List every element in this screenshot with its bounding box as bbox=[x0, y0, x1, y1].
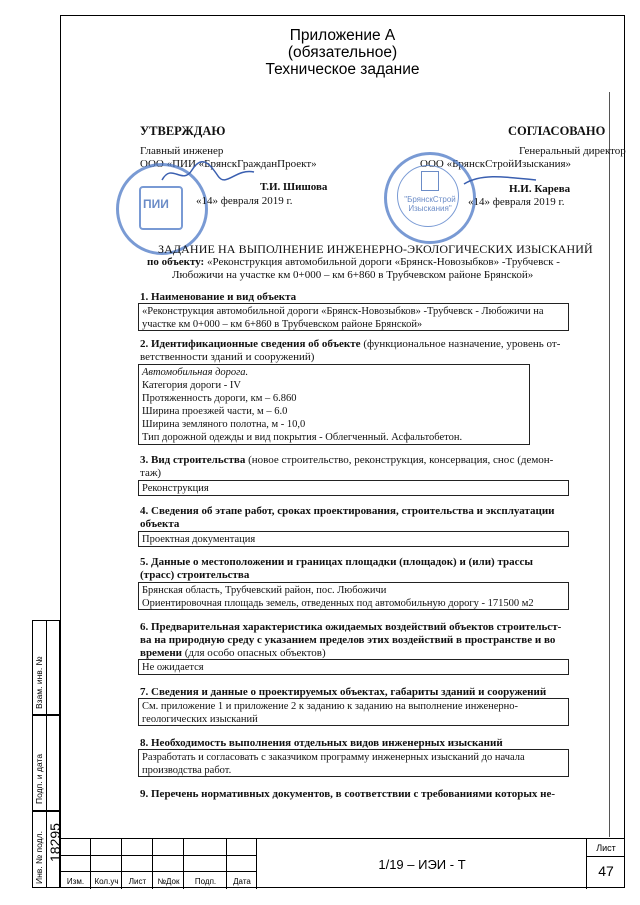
section-8-line-1: Разработать и согласовать с заказчиком программу инженерных изысканий до начала bbox=[142, 752, 525, 763]
title-block bbox=[60, 838, 625, 889]
section-6-title-line-2: ва на природную среду с указанием пределов этих воздействий в пространстве и во bbox=[140, 634, 556, 646]
section-2-title-rest: (функциональное назначение, уровень от- bbox=[360, 338, 561, 350]
section-7-line-2: геологических изысканий bbox=[142, 714, 258, 725]
section-7-title: 7. Сведения и данные о проектируемых объектах, габариты зданий и сооружений bbox=[140, 686, 547, 698]
left-signatory-name: Т.И. Шишова bbox=[260, 181, 328, 193]
section-1-title: 1. Наименование и вид объекта bbox=[140, 291, 297, 303]
appendix-status: (обязательное) bbox=[287, 44, 398, 61]
object-line-2: Любожичи на участке км 0+000 – км 6+860 в Трубчевском районе Брянской» bbox=[172, 269, 534, 281]
section-6-box bbox=[138, 659, 569, 675]
document-code: 1/19 – ИЭИ - Т bbox=[378, 857, 466, 872]
section-3-title: 3. Вид строительства bbox=[140, 454, 246, 466]
section-8-title: 8. Необходимость выполнения отдельных видов инженерных изысканий bbox=[140, 737, 503, 749]
section-2-line-3: Протяженность дороги, км – 6.860 bbox=[142, 393, 297, 404]
sidebar-inv bbox=[32, 811, 63, 888]
sidebar-vzam-label: Взам. инв. № bbox=[34, 656, 44, 709]
right-organization: ООО «БрянскСтройИзыскания» bbox=[420, 158, 572, 170]
section-2-title: 2. Идентификационные сведения об объекте bbox=[140, 338, 361, 350]
sidebar-podp bbox=[32, 715, 60, 811]
left-date: «14» февраля 2019 г. bbox=[196, 195, 293, 207]
section-1-line-1: «Реконструкция автомобильной дороги «Брянск-Новозыбков» -Трубчевск - Любожичи на bbox=[142, 306, 544, 317]
section-6-title-line-1: 6. Предварительная характеристика ожидаемых воздействий объектов строительст- bbox=[140, 621, 562, 633]
approval-stamp-right bbox=[384, 152, 476, 244]
section-5-title-line-2: (трасс) строительства bbox=[140, 569, 250, 581]
section-5-title-line-1: 5. Данные о местоположении и границах площадки (площадок) и (или) трассы bbox=[140, 556, 533, 568]
right-date: «14» февраля 2019 г. bbox=[468, 196, 565, 208]
appendix-subtitle: Техническое задание bbox=[265, 61, 420, 78]
section-4-title-line-2: объекта bbox=[140, 518, 180, 530]
object-line-1: «Реконструкция автомобильной дороги «Брянск-Новозыбков» -Трубчевск - bbox=[206, 256, 560, 268]
sidebar-vzam bbox=[32, 620, 60, 715]
approval-stamp-left: ПИИ bbox=[116, 163, 208, 255]
section-4-value: Проектная документация bbox=[142, 534, 256, 545]
section-3-box bbox=[138, 480, 569, 496]
stamp-right-text: "БрянскСтрой Изыскания" bbox=[404, 195, 456, 213]
object-label: по объекту: bbox=[147, 256, 205, 268]
appendix-title: Приложение А bbox=[289, 27, 396, 44]
sheet-number: 47 bbox=[598, 863, 614, 879]
section-2-line-4: Ширина проезжей части, м – 6.0 bbox=[142, 406, 288, 417]
section-7-line-1: См. приложение 1 и приложение 2 к заданию к заданию на выполнение инженерно- bbox=[142, 701, 519, 712]
title-block-col-data: Дата bbox=[233, 877, 251, 886]
section-2-box bbox=[138, 364, 530, 445]
section-4-box bbox=[138, 531, 569, 547]
title-block-col-list: Лист bbox=[128, 877, 147, 886]
approve-title: УТВЕРЖДАЮ bbox=[140, 124, 226, 138]
section-5-box bbox=[138, 582, 569, 610]
section-7-box bbox=[138, 698, 569, 726]
section-1-line-2: участке км 0+000 – км 6+860 в Трубчевском районе Брянской» bbox=[142, 319, 423, 330]
section-3-title-rest: (новое строительство, реконструкция, консервация, снос (демон- bbox=[245, 454, 554, 466]
agreed-title: СОГЛАСОВАНО bbox=[508, 124, 606, 138]
task-title: ЗАДАНИЕ НА ВЫПОЛНЕНИЕ ИНЖЕНЕРНО-ЭКОЛОГИЧЕСКИХ ИЗЫСКАНИЙ bbox=[158, 242, 593, 256]
sidebar-podp-label: Подп. и дата bbox=[34, 753, 44, 804]
section-2-line-2: Категория дороги - IV bbox=[142, 380, 241, 391]
title-block-col-izm: Изм. bbox=[66, 877, 85, 886]
title-block-col-kolvo: Кол.уч bbox=[94, 877, 119, 886]
section-6-value: Не ожидается bbox=[142, 662, 204, 673]
sheet-label: Лист bbox=[596, 843, 616, 853]
section-5-line-1: Брянская область, Трубчевский район, пос. Любожичи bbox=[142, 585, 387, 596]
section-2-line-6: Тип дорожной одежды и вид покрытия - Облегченный. Асфальтобетон. bbox=[142, 432, 463, 443]
left-organization: ООО «ПИИ «БрянскГражданПроект» bbox=[140, 158, 317, 170]
section-5-line-2: Ориентировочная площадь земель, отведенных под автомобильную дорогу - 171500 м2 bbox=[142, 598, 534, 609]
right-signatory-name: Н.И. Карева bbox=[509, 183, 571, 195]
section-6-title-line-3-rest: (для особо опасных объектов) bbox=[182, 647, 326, 659]
section-2-title-line-2: ветственности зданий и сооружений) bbox=[140, 351, 315, 363]
section-4-title-line-1: 4. Сведения об этапе работ, сроках проектирования, строительства и эксплуатации bbox=[140, 505, 555, 517]
title-block-col-ndok: №Док bbox=[157, 877, 180, 886]
section-9-title: 9. Перечень нормативных документов, в соответствии с требованиями которых не- bbox=[140, 788, 556, 800]
sidebar-inv-value: 18295 bbox=[47, 823, 63, 862]
section-2-line-1: Автомобильная дорога. bbox=[142, 367, 249, 378]
section-1-box bbox=[138, 303, 569, 331]
section-8-box bbox=[138, 749, 569, 777]
section-2-line-5: Ширина земляного полотна, м - 10,0 bbox=[142, 419, 306, 430]
section-3-title-line-2: таж) bbox=[140, 467, 162, 479]
section-6-title-line-3: времени bbox=[140, 647, 182, 659]
title-block-col-podp: Подп. bbox=[194, 877, 217, 886]
section-3-value: Реконструкция bbox=[142, 483, 209, 494]
left-position: Главный инженер bbox=[140, 145, 224, 157]
right-position: Генеральный директор bbox=[519, 145, 626, 157]
section-8-line-2: производства работ. bbox=[142, 765, 232, 776]
signature-left bbox=[158, 158, 258, 190]
sidebar-inv-label: Инв. № подл. bbox=[34, 831, 44, 884]
